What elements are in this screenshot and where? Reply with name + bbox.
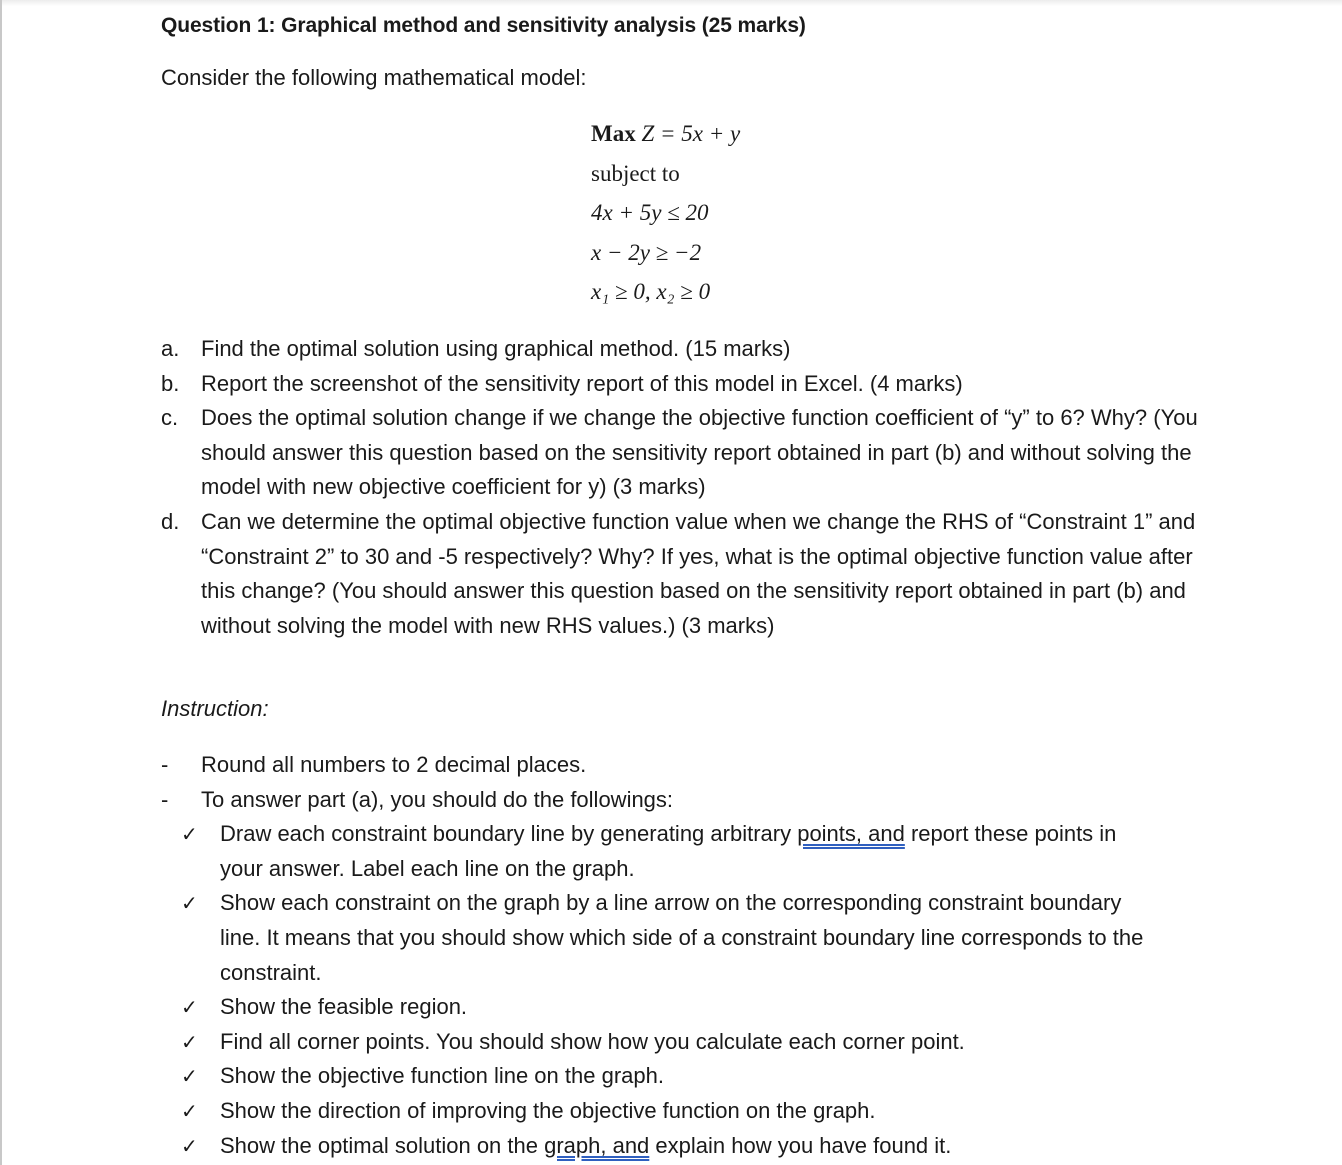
math-model bbox=[591, 114, 740, 312]
part-d bbox=[161, 505, 1201, 643]
checklist-text: report these points in your answer. Label each line on the graph. bbox=[220, 821, 1117, 881]
checklist-text: Show the objective function line on the graph. bbox=[220, 1063, 664, 1089]
part-c bbox=[161, 401, 1201, 505]
checklist-item bbox=[161, 1129, 1160, 1164]
nonnegativity-constraint bbox=[591, 272, 740, 312]
checklist-item bbox=[161, 990, 1160, 1025]
checklist-text: Find all corner points. You should show how you calculate each corner point. bbox=[220, 1028, 965, 1054]
subject-to-label: subject to bbox=[591, 160, 680, 186]
checkmark-icon: ✓ bbox=[181, 1029, 198, 1054]
checklist-text: Show each constraint on the graph by a line arrow on the corresponding constraint boundary line. It means that you should show which side of a constraint boundary line corresponds to the constraint. bbox=[220, 890, 1144, 985]
checklist-text: Show the optimal solution on the bbox=[220, 1132, 545, 1158]
part-text: Find the optimal solution using graphical method. (15 marks) bbox=[201, 336, 791, 361]
grammar-flagged-text[interactable]: graph, and bbox=[544, 1132, 650, 1158]
part-a bbox=[161, 332, 1201, 367]
checkmark-icon: ✓ bbox=[181, 1064, 198, 1089]
checkmark-icon: ✓ bbox=[181, 1133, 198, 1158]
checklist-item bbox=[161, 886, 1160, 990]
instruction-heading: Instruction: bbox=[161, 696, 269, 721]
checklist-item bbox=[161, 1059, 1160, 1094]
instruction-item bbox=[161, 783, 1201, 818]
objective-prefix: Max bbox=[591, 121, 636, 146]
checklist-item bbox=[161, 1025, 1160, 1060]
checklist-text: Show the feasible region. bbox=[220, 994, 468, 1020]
dash-bullet: - bbox=[161, 786, 169, 812]
checklist-text: Show the direction of improving the objective function on the graph. bbox=[220, 1097, 876, 1123]
constraint-2-expression: x − 2y ≥ −2 bbox=[591, 239, 702, 265]
constraint-1 bbox=[591, 193, 740, 233]
checklist-item bbox=[161, 1094, 1160, 1129]
instruction-item bbox=[161, 748, 1201, 783]
part-text: Report the screenshot of the sensitivity report of this model in Excel. (4 marks) bbox=[201, 370, 963, 396]
objective-function bbox=[591, 114, 740, 154]
constraint-2 bbox=[591, 233, 740, 273]
instruction-text: To answer part (a), you should do the followings: bbox=[201, 786, 674, 812]
checklist-item bbox=[161, 817, 1160, 886]
nonnegativity-expression: x₁ ≥ 0, x₂ ≥ 0 bbox=[591, 279, 711, 304]
intro-text: Consider the following mathematical model: bbox=[161, 65, 587, 90]
checkmark-icon: ✓ bbox=[181, 1098, 198, 1123]
page-top-shadow bbox=[2, 0, 1342, 6]
part-b bbox=[161, 367, 1201, 402]
checkmark-icon: ✓ bbox=[181, 822, 198, 847]
part-marker: d. bbox=[161, 508, 180, 534]
instruction-list bbox=[161, 748, 1201, 1163]
checkmark-icon: ✓ bbox=[181, 891, 198, 916]
dash-bullet: - bbox=[161, 752, 169, 777]
part-marker: a. bbox=[161, 336, 180, 361]
checklist-text: explain how you have found it. bbox=[649, 1132, 952, 1158]
instruction-text: Round all numbers to 2 decimal places. bbox=[201, 752, 587, 777]
part-marker: c. bbox=[161, 405, 179, 431]
objective-expression: Z = 5x + y bbox=[641, 121, 741, 146]
checkmark-icon: ✓ bbox=[181, 995, 198, 1020]
question-title: Question 1: Graphical method and sensitivity analysis (25 marks) bbox=[161, 14, 806, 37]
part-marker: b. bbox=[161, 370, 180, 396]
constraint-1-expression: 4x + 5y ≤ 20 bbox=[591, 200, 709, 225]
grammar-flagged-text[interactable]: points, and bbox=[797, 821, 905, 847]
checklist-text: Draw each constraint boundary line by generating arbitrary bbox=[220, 821, 798, 847]
part-text: Can we determine the optimal objective function value when we change the RHS of “Constraint 1” and “Constraint 2” to 30 and -5 respectively? Why? If yes, what is the optimal objective function value after this change? (You should answer this question based on the sensitivity report obtained in part (b) and without solving the model with new RHS values.) (3 marks) bbox=[201, 508, 1196, 638]
part-text: Does the optimal solution change if we change the objective function coefficient of “y” to 6? Why? (You should answer this question based on the sensitivity report obtained in part (b) and without solving the model with new objective coefficient for y) (3 marks) bbox=[201, 405, 1198, 500]
question-parts bbox=[161, 332, 1201, 643]
checklist bbox=[161, 817, 1201, 1163]
